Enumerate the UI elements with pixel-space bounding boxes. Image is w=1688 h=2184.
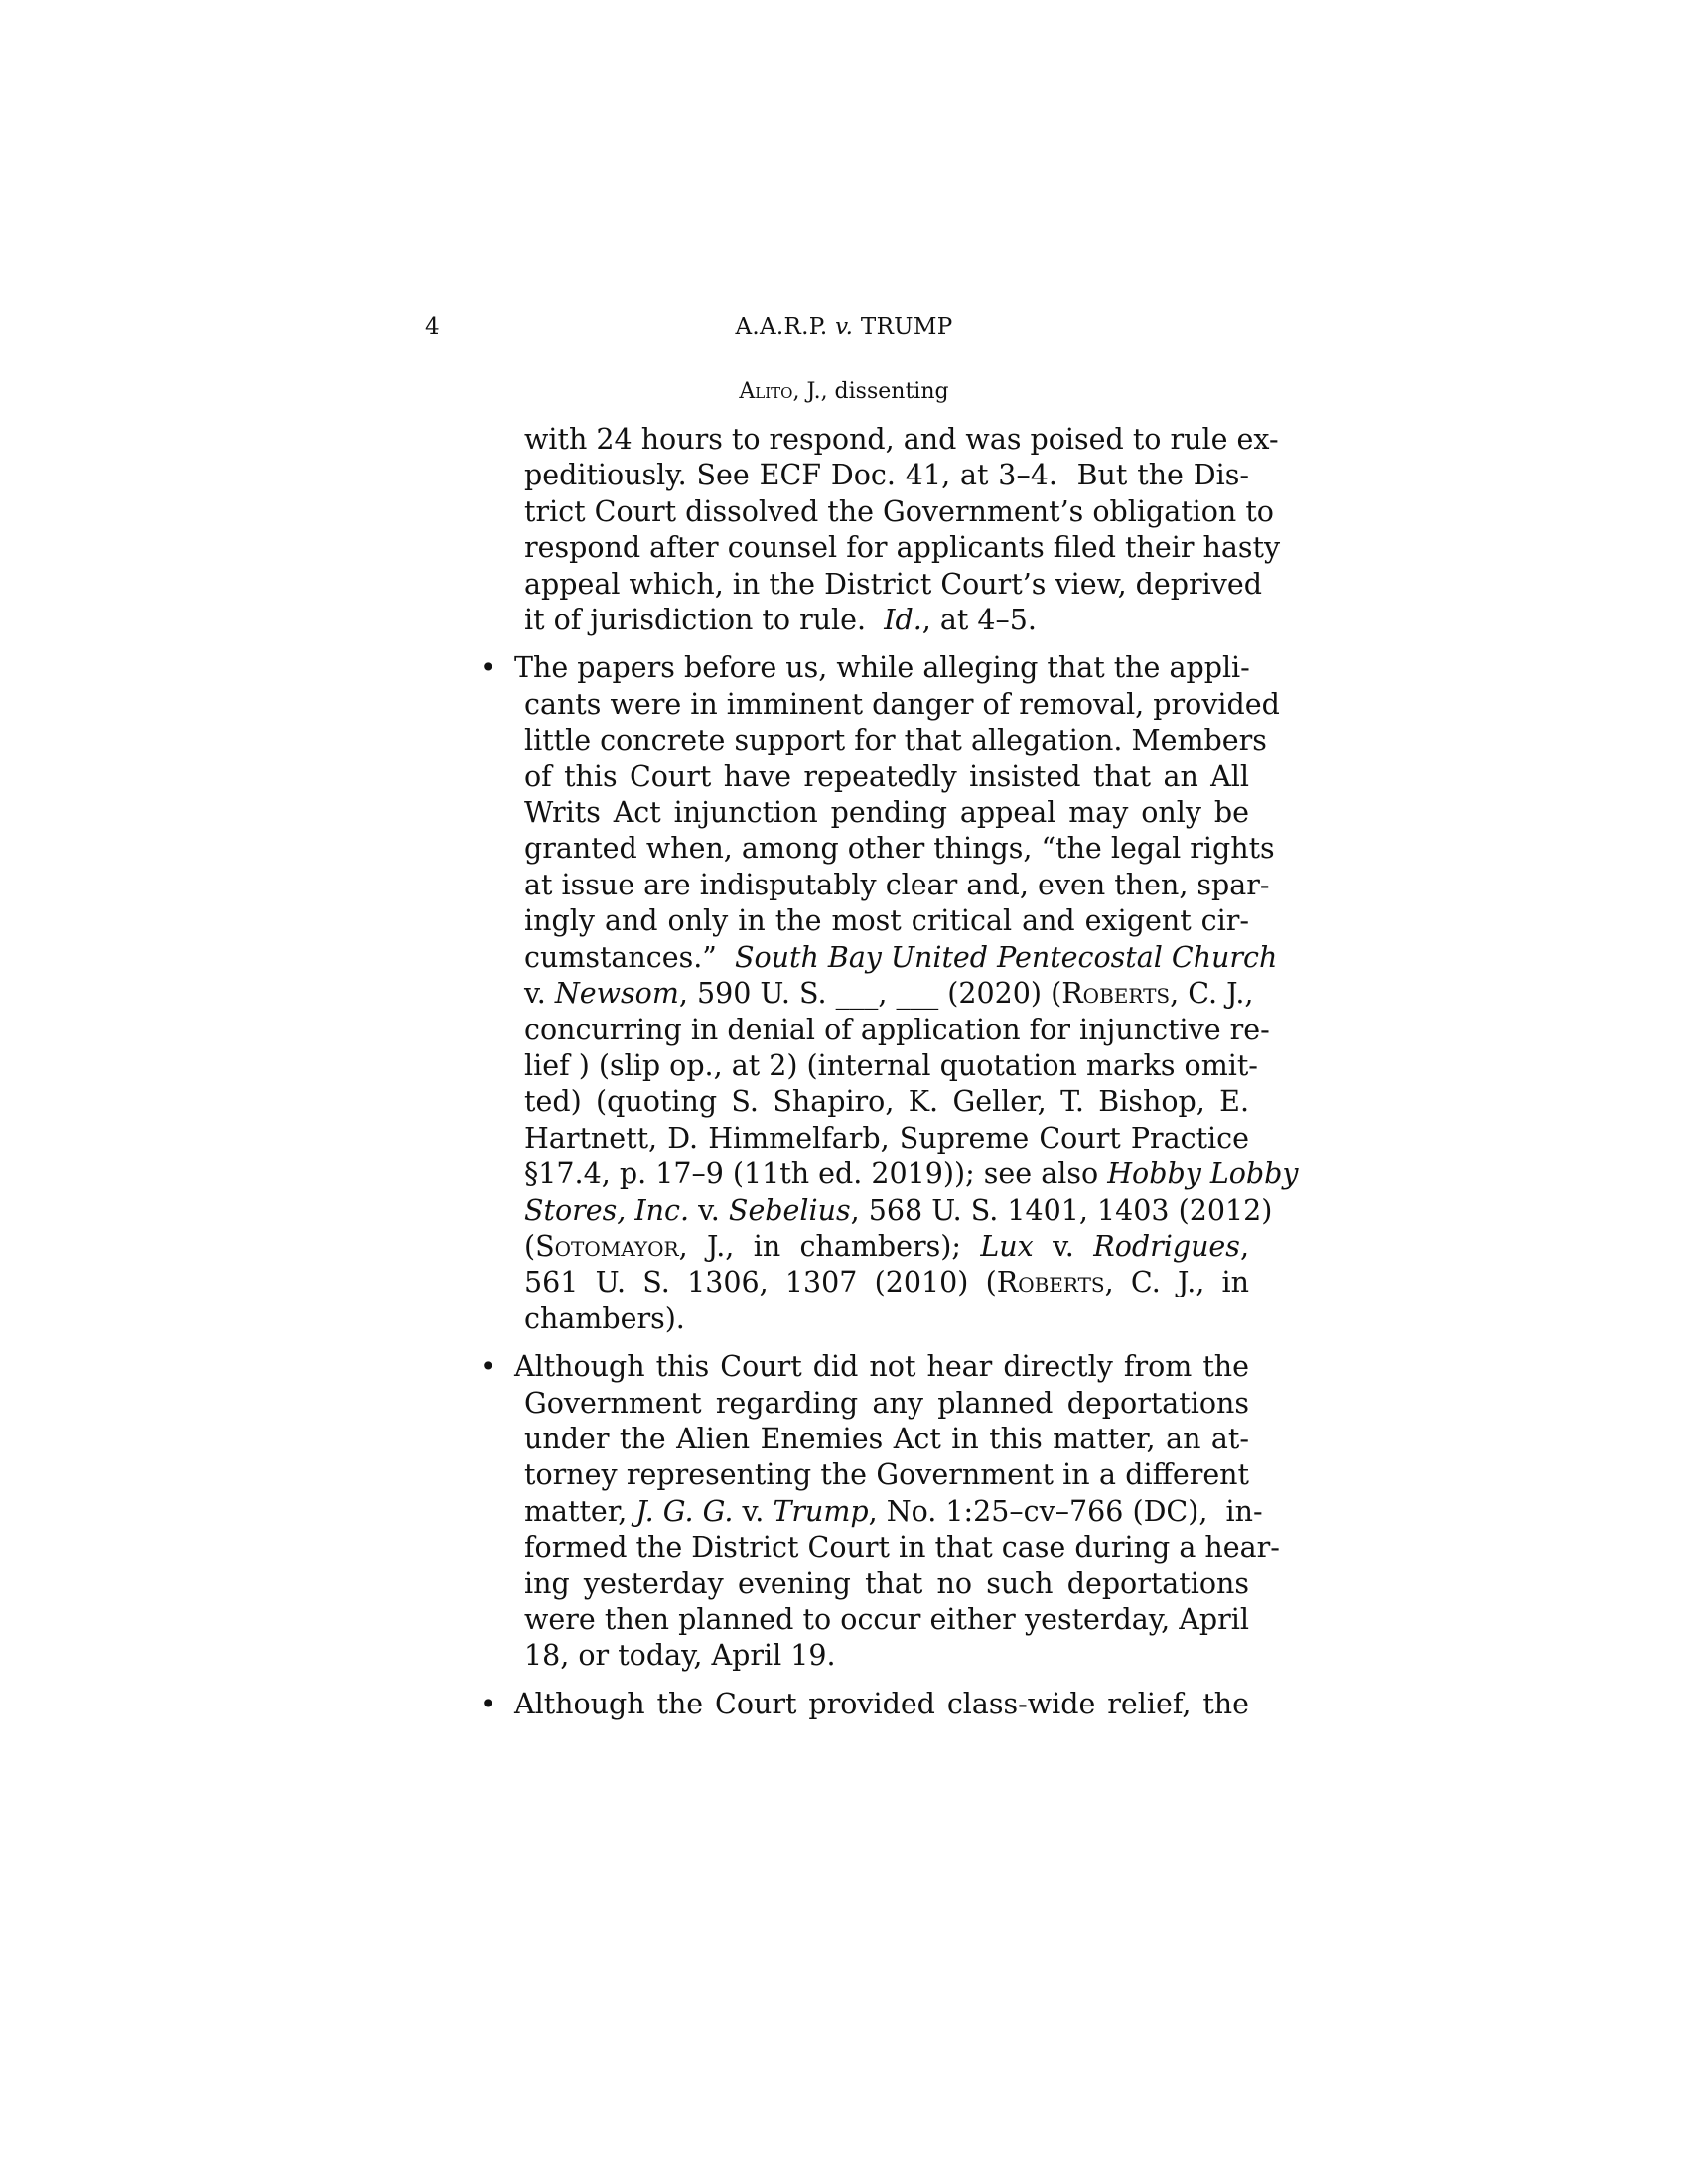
text-line: Government regarding any planned deportations (524, 1386, 1249, 1420)
text-line: with 24 hours to respond, and was poised to rule ex- (524, 423, 1279, 456)
case-name-left: A.A.R.P. (735, 314, 828, 340)
justice-name: Roberts (1061, 977, 1171, 1011)
text-fragment: , 590 U. S. ___, ___ (2020) ( (678, 977, 1062, 1011)
bullet-item-papers (480, 650, 1299, 1337)
text-line: trict Court dissolved the Government’s obligation to (524, 494, 1274, 528)
text-fragment: ( (524, 1229, 536, 1263)
text-line: torney representing the Government in a different (524, 1458, 1249, 1492)
page-number: 4 (425, 314, 440, 340)
opinion-type: , J., dissenting (792, 379, 949, 404)
bullet-icon: • (480, 1350, 496, 1384)
case-versus: v. (835, 314, 854, 340)
bullet-icon: • (480, 1687, 496, 1720)
text-fragment: it of jurisdiction to rule. (524, 604, 885, 637)
case-citation: Sebelius (728, 1193, 851, 1227)
opinion-author: Alito (739, 379, 793, 404)
text-line (524, 940, 1278, 976)
text-line: Although this Court did not hear directly from the (514, 1350, 1249, 1384)
text-line: concurring in denial of application for injunctive re- (524, 1013, 1270, 1046)
text-fragment: , C. J., (1170, 977, 1254, 1011)
text-line: Hartnett, D. Himmelfarb, Supreme Court Practice (524, 1121, 1249, 1155)
text-line: cants were in imminent danger of removal, provided (524, 687, 1280, 721)
bullet-icon: • (480, 651, 496, 685)
justice-name: Sotomayor (535, 1229, 679, 1263)
text-line: 18, or today, April 19. (524, 1639, 836, 1673)
text-fragment: , No. 1:25–cv–766 (DC), in- (868, 1494, 1263, 1528)
text-fragment: , J., in chambers); (678, 1229, 981, 1263)
text-line (524, 603, 1249, 638)
case-name-right: TRUMP (860, 314, 953, 340)
text-line: chambers). (524, 1301, 685, 1335)
text-line (524, 1494, 1263, 1530)
text-line: of this Court have repeatedly insisted that an All (524, 759, 1249, 793)
text-line: ing yesterday evening that no such deportations (524, 1567, 1249, 1600)
text-fragment: , 568 U. S. 1401, 1403 (2012) (850, 1193, 1273, 1227)
text-line: Writs Act injunction pending appeal may only be (524, 796, 1249, 830)
opinion-subhead (0, 377, 1688, 407)
text-fragment: v. (733, 1494, 774, 1528)
case-citation: Rodrigues (1093, 1229, 1240, 1263)
text-line: were then planned to occur either yesterday, April (524, 1603, 1249, 1636)
text-fragment: v. (689, 1193, 729, 1227)
case-citation: South Bay United Pentecostal Church (734, 940, 1278, 974)
text-line: ingly and only in the most critical and exigent cir- (524, 904, 1249, 938)
text-fragment: cumstances.” (524, 940, 735, 974)
text-fragment: 561 U. S. 1306, 1307 (2010) ( (524, 1266, 997, 1299)
text-line (524, 1265, 1249, 1300)
citation-id: Id. (884, 604, 922, 637)
text-line (524, 1193, 1273, 1229)
text-line: formed the District Court in that case during a hear- (524, 1531, 1280, 1565)
paragraph-continuation (524, 422, 1281, 638)
justice-name: Roberts (996, 1266, 1105, 1299)
text-line: peditiously. See ECF Doc. 41, at 3–4. But the Dis- (524, 459, 1249, 492)
text-fragment: , (1239, 1229, 1249, 1263)
text-line: The papers before us, while alleging that the appli- (514, 651, 1250, 685)
case-citation: Lux (980, 1229, 1034, 1263)
text-line: lief ) (slip op., at 2) (internal quotation marks omit- (524, 1048, 1258, 1082)
bullet-item-class-relief (480, 1687, 1249, 1722)
case-citation: Newsom (554, 977, 679, 1011)
case-citation: J. G. G. (635, 1494, 734, 1528)
text-line: respond after counsel for applicants filed their hasty (524, 531, 1281, 565)
text-line: little concrete support for that allegation. Members (524, 724, 1267, 757)
running-head (0, 312, 1688, 341)
bullet-item-deportations (480, 1349, 1280, 1675)
case-citation: Hobby Lobby (1107, 1158, 1299, 1191)
text-line: under the Alien Enemies Act in this matter, an at- (524, 1422, 1249, 1455)
text-line (524, 976, 1254, 1012)
text-fragment: v. (524, 977, 555, 1011)
text-line: ted) (quoting S. Shapiro, K. Geller, T. Bishop, E. (524, 1085, 1249, 1119)
case-citation: Trump (773, 1494, 869, 1528)
text-line: granted when, among other things, “the legal rights (524, 832, 1275, 866)
opinion-body (480, 422, 1299, 1722)
case-citation: Stores, Inc. (524, 1193, 690, 1227)
text-line (524, 1229, 1249, 1265)
text-line (524, 1157, 1299, 1192)
text-fragment: §17.4, p. 17–9 (11th ed. 2019)); see also (524, 1158, 1108, 1191)
text-fragment: v. (1033, 1229, 1094, 1263)
text-fragment: , C. J., in (1104, 1266, 1249, 1299)
text-line: appeal which, in the District Court’s view, deprived (524, 567, 1262, 601)
text-line: at issue are indisputably clear and, even then, spar- (524, 868, 1270, 901)
text-fragment: , at 4–5. (921, 604, 1037, 637)
text-fragment: matter, (524, 1494, 636, 1528)
text-line: Although the Court provided class-wide relief, the (514, 1687, 1249, 1720)
